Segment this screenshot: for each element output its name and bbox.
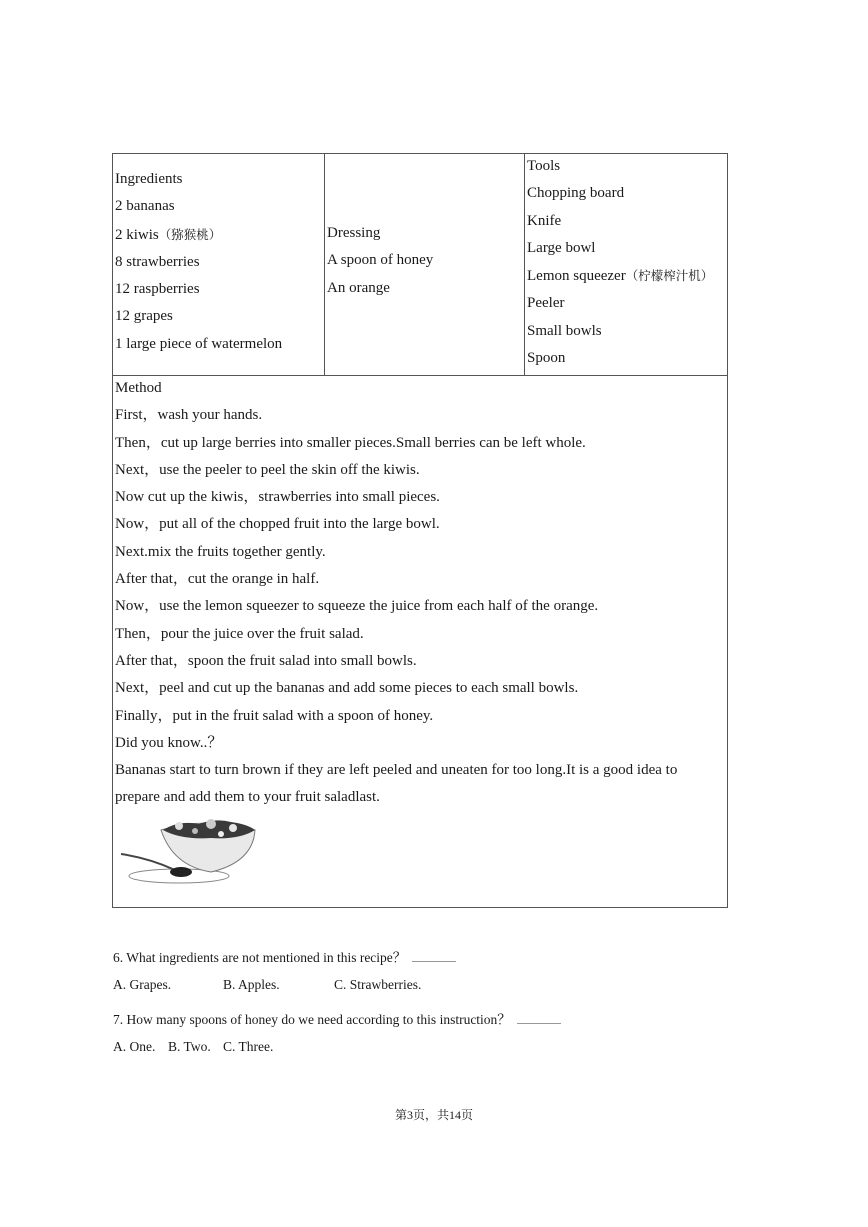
method-step: Next，use the peeler to peel the skin off the kiwis. (115, 461, 420, 478)
did-you-know: Did you know..？ (115, 734, 223, 751)
ingredients-header: Ingredients (115, 171, 183, 187)
tools-cell (525, 154, 728, 376)
ingredient-item: 1 large piece of watermelon (115, 335, 283, 352)
ingredient-item-text: 2 kiwis (115, 226, 159, 243)
ingredient-item: 12 grapes (115, 308, 173, 325)
option-b[interactable]: B. Apples. (223, 977, 280, 992)
question-6-options (113, 977, 421, 993)
fruit-salad-bowl-image (119, 816, 269, 891)
kiwi-note: （猕猴桃） (158, 226, 222, 242)
ingredient-item: 8 strawberries (115, 253, 200, 270)
banana-tip: Bananas start to turn brown if they are left peeled and uneaten for too long.It is a good idea to prepare and add them to your fruit saladlast. (115, 762, 678, 806)
tools-header: Tools (527, 158, 561, 174)
tool-item: Peeler (527, 295, 565, 312)
ingredient-item (115, 221, 282, 249)
answer-blank[interactable] (412, 951, 456, 962)
option-a[interactable]: A. Grapes. (113, 977, 172, 992)
tool-item: Spoon (527, 350, 566, 367)
question-7 (113, 1008, 561, 1028)
question-text: 6. What ingredients are not mentioned in this recipe？ (113, 950, 407, 965)
dressing-header: Dressing (327, 225, 381, 241)
option-c[interactable]: C. Three. (223, 1039, 274, 1054)
page-footer: 第3页，共14页 (394, 1108, 473, 1122)
method-step: Next.mix the fruits together gently. (115, 543, 326, 560)
squeezer-note: （柠檬榨汁机） (625, 268, 714, 284)
method-step: Then，pour the juice over the fruit salad. (115, 625, 364, 642)
method-step: Now cut up the kiwis，strawberries into small pieces. (115, 489, 440, 506)
method-step: Now，use the lemon squeezer to squeeze the juice from each half of the orange. (115, 598, 599, 615)
tool-item (527, 262, 713, 290)
dressing-item: A spoon of honey (327, 252, 434, 269)
dressing-item: An orange (327, 279, 390, 296)
recipe-table (112, 153, 728, 908)
method-step: After that，spoon the fruit salad into small bowls. (115, 652, 417, 669)
tool-item: Knife (527, 212, 562, 229)
ingredient-item: 2 bananas (115, 198, 175, 215)
method-step: First，wash your hands. (115, 407, 263, 424)
tool-item: Chopping board (527, 185, 625, 202)
question-7-options (113, 1039, 273, 1055)
tool-item: Large bowl (527, 239, 596, 256)
question-text: 7. How many spoons of honey do we need according to this instruction？ (113, 1012, 511, 1027)
method-step: Then，cut up large berries into smaller pieces.Small berries can be left whole. (115, 434, 586, 451)
tool-item-text: Lemon squeezer (527, 268, 626, 285)
method-header: Method (115, 380, 162, 396)
method-step: After that，cut the orange in half. (115, 571, 320, 588)
method-cell (113, 376, 728, 908)
answer-blank[interactable] (517, 1013, 561, 1024)
option-a[interactable]: A. One. (113, 1039, 156, 1054)
method-step: Now，put all of the chopped fruit into the large bowl. (115, 516, 440, 533)
option-b[interactable]: B. Two. (168, 1039, 211, 1054)
method-step: Finally，put in the fruit salad with a spoon of honey. (115, 707, 434, 724)
question-6 (113, 946, 456, 966)
dressing-cell (325, 154, 525, 376)
ingredient-item: 12 raspberries (115, 281, 200, 298)
ingredients-cell (113, 154, 325, 376)
tool-item: Small bowls (527, 322, 602, 339)
option-c[interactable]: C. Strawberries. (334, 977, 422, 992)
method-step: Next，peel and cut up the bananas and add some pieces to each small bowls. (115, 680, 579, 697)
